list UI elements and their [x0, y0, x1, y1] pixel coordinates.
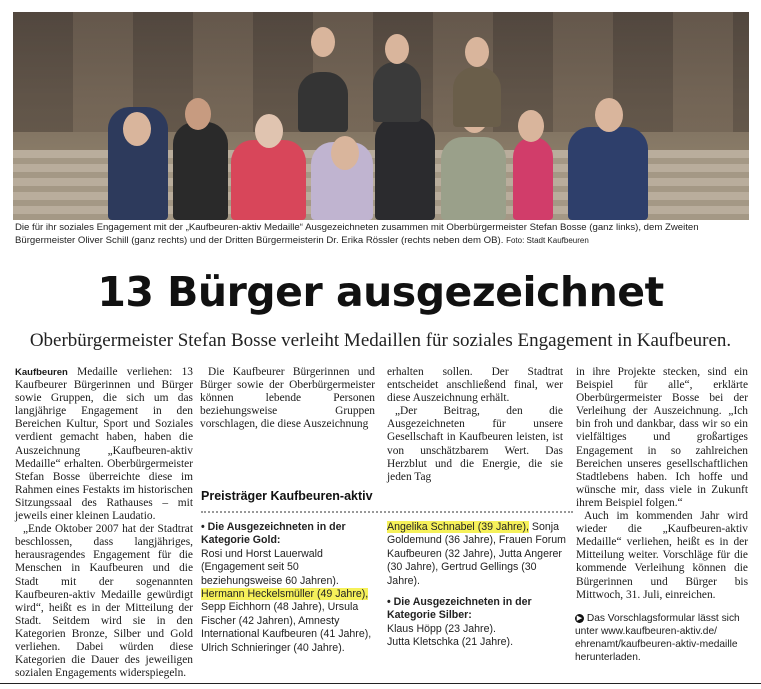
photo-caption: [15, 222, 751, 247]
arrow-circle-icon: ▶: [576, 615, 583, 622]
awardee-entry: Sonja Goldemund (36 Jahre), Frauen Forum Kaufbeuren (32 Jahre), Jutta Angerer (30 Jahre), Gertrud Gellings (30 Jahre).: [387, 521, 566, 587]
paragraph: Auch im kommenden Jahr wird wieder die „Kaufbeuren-aktiv Medaille“ verliehen, heißt es in der Mitteilung weiter. Vorschläge für die kommende Verleihung können die Bürgerinnen und Bürger bis Mittwoch, 31. Juli, einreichen.: [576, 510, 748, 601]
paragraph: in ihre Projekte stecken, sind ein Beispiel für alle“, erklärte Oberbürgermeister Bosse bei der Verleihung der Auszeichnung. „Ich bin froh und dankbar, dass wir so ein vielfältiges und großartiges Engagement in so zahlreichen Bereichen unseres gesellschaftlichen Stadtlebens haben. Ich hoffe und wünsche mir, dass viele in Zukunft ihrem Beispiel folgen.“: [576, 366, 748, 509]
article-column-4: [576, 366, 748, 602]
info-text: Das Vorschlagsformular lässt sich unter www.kaufbeuren-aktiv.de/ ehrenamt/kaufbeuren-aktiv-medaille herunterladen.: [575, 613, 740, 663]
info-note: [575, 612, 755, 664]
headline: 13 Bürger ausgezeichnet: [97, 268, 664, 316]
paragraph: Medaille verliehen: 13 Kaufbeurer Bürgerinnen und Bürger sowie Gruppen, die sich um das langjährige Engagement in den Bereichen Kultur, Sport und Soziales verdient gemacht haben, haben die Auszeichnung „Kaufbeuren-aktiv Medaille“ erhalten. Oberbürgermeister Stefan Bosse überreichte diese im Rahmen eines Festakts im historischen Sitzungssaal des Rathauses – mit jeweils einer kleinen Laudatio.: [15, 366, 193, 523]
awardee-entry: Jutta Kletschka (21 Jahre).: [387, 636, 514, 649]
paragraph: Die Kaufbeurer Bürgerinnen und Bürger sowie der Oberbürgermeister können lebende Personen beziehungsweise Gruppen vorschlagen, die diese Auszeichnung: [200, 366, 375, 431]
dotted-divider: [201, 511, 573, 513]
page-divider: [0, 683, 761, 684]
gold-list: [201, 521, 379, 655]
highlighted-awardee: Angelika Schnabel (39 Jahre),: [387, 521, 529, 533]
silver-heading: • Die Ausgezeichneten in der Kategorie Silber:: [387, 596, 532, 622]
paragraph: „Ende Oktober 2007 hat der Stadtrat beschlossen, dass langjähriges, herausragendes Engagement für die Menschen in Kaufbeuren und die Stadt mit der sogenannten Kaufbeuren-aktiv Medaille gewürdigt wird“, heißt es in der Mitteilung der Stadt. Seitdem wird sie in den Kategorien Bronze, Silber und Gold verliehen. Dabei würden diese Kategorien die Dauer des jeweiligen sozialen Engagements widerspiegeln.: [15, 523, 193, 680]
box-title: Preisträger Kaufbeuren-aktiv: [201, 489, 373, 503]
awardees-box: [197, 483, 573, 670]
gold-heading: • Die Ausgezeichneten in der Kategorie Gold:: [201, 521, 346, 547]
group-photo: [13, 12, 749, 220]
article-column-3: [387, 366, 563, 484]
caption-text: Die für ihr soziales Engagement mit der „Kaufbeuren-aktiv Medaille“ Ausgezeichneten zusammen mit Oberbürgermeister Stefan Bosse (ganz links), dem Zweiten Bürgermeister Oliver Schill (ganz rechts) und der Dritten Bürgermeisterin Dr. Erika Rössler (rechts neben dem OB).: [15, 222, 699, 246]
awardee-entry: Sepp Eichhorn (48 Jahre), Ursula Fischer (42 Jahren), Amnesty International Kaufbeuren (41 Jahre), Ulrich Schnieringer (40 Jahre).: [201, 601, 372, 654]
highlighted-awardee: Hermann Heckelsmüller (49 Jahre),: [201, 588, 369, 601]
article-column-1: [15, 366, 193, 680]
paragraph: „Der Beitrag, den die Ausgezeichneten für unsere Gesellschaft in Kaufbeuren leisten, ist von unschätzbarem Wert. Das Herzblut und die Energie, die sie jeden Tag: [387, 405, 563, 483]
awardee-entry: Rosi und Horst Lauerwald (Engagement seit 50 beziehungsweise 60 Jahren).: [201, 547, 339, 587]
article-column-2: [200, 366, 375, 431]
dateline: Kaufbeuren: [15, 367, 68, 378]
photo-credit: Foto: Stadt Kaufbeuren: [506, 235, 589, 245]
gold-list-continued: [387, 521, 569, 650]
subheadline: Oberbürgermeister Stefan Bosse verleiht Medaillen für soziales Engagement in Kaufbeuren.: [29, 330, 732, 351]
awardee-entry: Klaus Höpp (23 Jahre).: [387, 622, 496, 635]
paragraph: erhalten sollen. Der Stadtrat entscheidet anschließend final, wer diese Auszeichnung erhält.: [387, 366, 563, 405]
